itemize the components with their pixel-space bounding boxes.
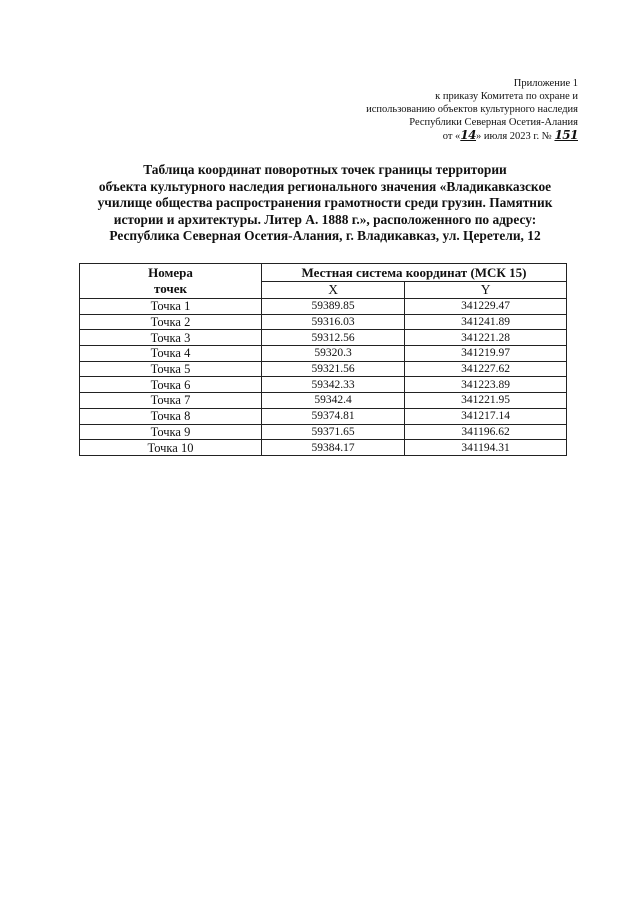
y-value: 341223.89 [405,377,567,393]
table-row [80,330,567,346]
point-label: Точка 5 [80,361,262,377]
point-label: Точка 7 [80,393,262,409]
handwritten-order-number: 151 [554,128,578,142]
table-row [80,408,567,424]
x-value: 59374.81 [262,408,405,424]
appendix-line-3: использованию объектов культурного наследия [366,104,578,115]
title-line-1: Таблица координат поворотных точек границы территории [143,162,507,177]
point-label: Точка 1 [80,299,262,315]
header-coordinate-system: Местная система координат (МСК 15) [262,264,567,282]
appendix-date-line [278,129,578,143]
x-value: 59321.56 [262,361,405,377]
y-value: 341229.47 [405,299,567,315]
point-label: Точка 8 [80,408,262,424]
header-x: X [262,282,405,299]
y-value: 341241.89 [405,314,567,330]
y-value: 341194.31 [405,440,567,456]
title-line-3: училище общества распространения грамотности среди грузин. Памятник [97,195,553,210]
coordinates-table [79,263,567,456]
date-middle: » июля 2023 г. № [476,131,552,142]
y-value: 341221.95 [405,393,567,409]
y-value: 341227.62 [405,361,567,377]
table-row [80,393,567,409]
table-row [80,424,567,440]
header-y: Y [405,282,567,299]
appendix-line-4: Республики Северная Осетия-Алания [409,117,578,128]
point-label: Точка 2 [80,314,262,330]
x-value: 59342.33 [262,377,405,393]
y-value: 341196.62 [405,424,567,440]
table-row [80,361,567,377]
x-value: 59312.56 [262,330,405,346]
header-point-numbers-line-2: точек [154,281,187,296]
table-row [80,377,567,393]
y-value: 341219.97 [405,346,567,362]
x-value: 59384.17 [262,440,405,456]
title-line-4: истории и архитектуры. Литер А. 1888 г.», расположенного по адресу: [113,211,537,227]
x-value: 59389.85 [262,299,405,315]
appendix-line-2: к приказу Комитета по охране и [435,91,578,102]
header-point-numbers [80,264,262,299]
y-value: 341221.28 [405,330,567,346]
date-prefix: от « [442,131,461,142]
appendix-note [278,77,578,143]
point-label: Точка 10 [80,440,262,456]
table-row [80,314,567,330]
point-label: Точка 6 [80,377,262,393]
title-line-5: Республика Северная Осетия-Алания, г. Владикавказ, ул. Церетели, 12 [109,228,541,243]
table-row [80,346,567,362]
x-value: 59342.4 [262,393,405,409]
x-value: 59316.03 [262,314,405,330]
point-label: Точка 9 [80,424,262,440]
appendix-line-1: Приложение 1 [513,78,578,89]
point-label: Точка 3 [80,330,262,346]
x-value: 59320.3 [262,346,405,362]
point-label: Точка 4 [80,346,262,362]
document-title [80,162,570,245]
x-value: 59371.65 [262,424,405,440]
header-point-numbers-line-1: Номера [148,265,193,280]
y-value: 341217.14 [405,408,567,424]
handwritten-day: 14 [460,128,477,142]
title-line-2: объекта культурного наследия регионального значения «Владикавказское [98,178,552,194]
table-row [80,440,567,456]
table-row [80,299,567,315]
